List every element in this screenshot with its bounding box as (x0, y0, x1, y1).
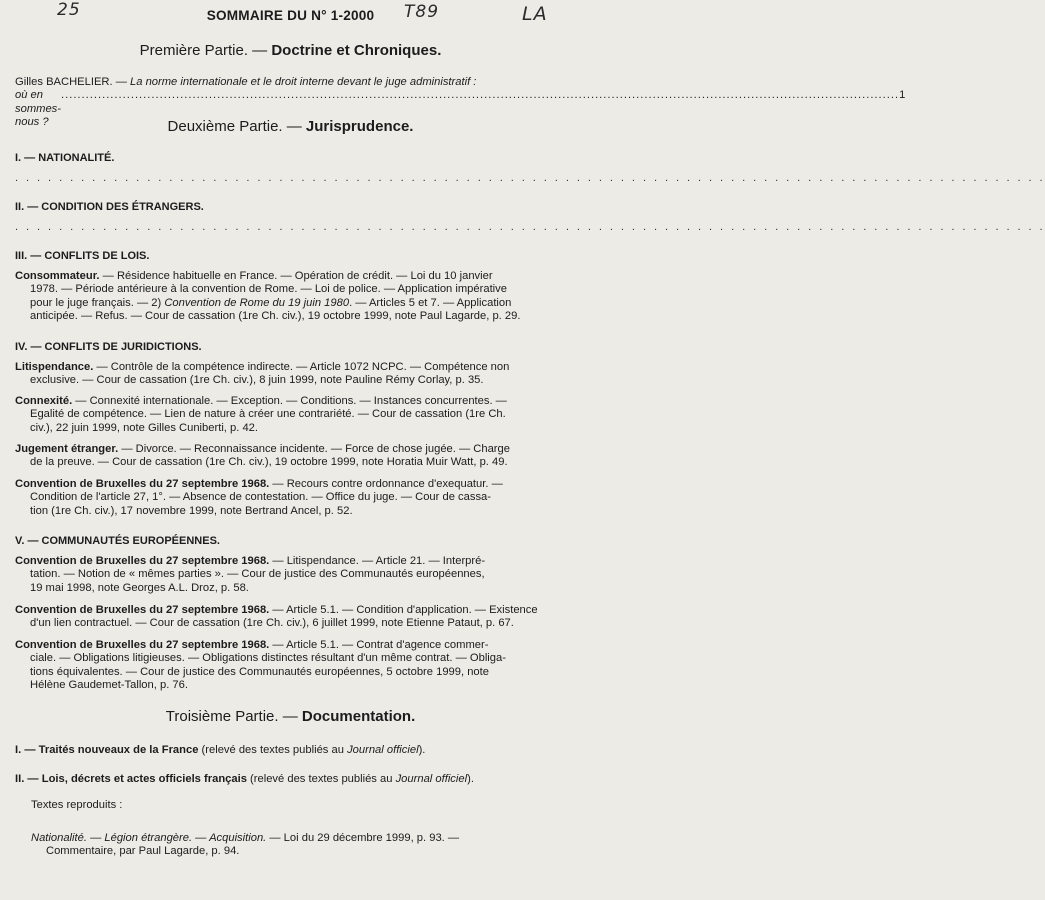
handwritten-note-right: LA (522, 3, 548, 25)
handwritten-note-mid: T89 (404, 2, 440, 22)
leader-dots: ............................................................................................................................................................................................................ (61, 89, 900, 102)
section-communautes-europeennes: V. — COMMUNAUTÉS EUROPÉENNES. (15, 535, 220, 547)
toc-entry-bachelier: Gilles BACHELIER. — La norme internationale et le droit interne devant le juge administratif : où en sommes-nous ? ............................................................................................................................................................................................................ 1 (15, 76, 906, 129)
section-conflits-juridictions: IV. — CONFLITS DE JURIDICTIONS. (15, 341, 202, 353)
section-condition-etrangers: II. — CONDITION DES ÉTRANGERS. (15, 201, 204, 213)
entry-traites-nouveaux: I. — Traités nouveaux de la France (relevé des textes publiés au Journal officiel). (15, 744, 426, 756)
entry-convention-bruxelles-lien-contractuel: Convention de Bruxelles du 27 septembre 1968. — Article 5.1. — Condition d'application. — Existence d'un lien contractuel. — Cour de cassation (1re Ch. civ.), 6 juillet 1999, note Etienne Pataut, p. 67. (15, 604, 538, 630)
entry-litispendance: Litispendance. — Contrôle de la compétence indirecte. — Article 1072 NCPC. — Compétence non exclusive. — Cour de cassation (1re Ch. civ.), 8 juin 1999, note Pauline Rémy Corlay, p. 35. (15, 361, 510, 387)
section-conflits-lois: III. — CONFLITS DE LOIS. (15, 250, 150, 262)
entry-convention-bruxelles-exequatur: Convention de Bruxelles du 27 septembre 1968. — Recours contre ordonnance d'exequatur. — Condition de l'article 27, 1°. — Absence de contestation. — Office du juge. — Cour de cassa- tion (1re Ch. civ.), 17 novembre 1999, note Bertrand Ancel, p. 52. (15, 478, 503, 517)
handwritten-note-left: 25 (57, 0, 81, 20)
part-heading-1: Première Partie. — Doctrine et Chroniques. (139, 42, 442, 59)
page-title: SOMMAIRE DU N° 1-2000 (206, 8, 375, 23)
entry-convention-bruxelles-agence: Convention de Bruxelles du 27 septembre 1968. — Article 5.1. — Contrat d'agence commer- ciale. — Obligations litigieuses. — Obligations distinctes résultant d'un même contrat. — Obliga- tions équivalentes. — Cour de justice des Communautés européennes, 5 octobre 1999, note Hélène Gaudemet-Tallon, p. 76. (15, 639, 506, 692)
entry-nationalite-legion: Nationalité. — Légion étrangère. — Acquisition. — Loi du 29 décembre 1999, p. 93. — Commentaire, par Paul Lagarde, p. 94. (31, 832, 460, 858)
part-heading-3: Troisième Partie. — Documentation. (165, 708, 416, 725)
section-nationalite: I. — NATIONALITÉ. (15, 152, 115, 164)
leader-dots: . . . . . . . . . . . . . . . . . . . . . . . . . . . . . . . . . . . . . . . . . . . . . . . . . . . . . . . . . . . . . . . . . . . . . . . . . . . . . . . . . . . . . . . . . . . . . . (15, 172, 1045, 184)
entry-connexite: Connexité. — Connexité internationale. — Exception. — Conditions. — Instances concurrentes. — Egalité de compétence. — Lien de nature à créer une contrariété. — Cour de cassation (1re Ch. civ.), 22 juin 1999, note Gilles Cuniberti, p. 42. (15, 395, 507, 434)
entry-jugement-etranger: Jugement étranger. — Divorce. — Reconnaissance incidente. — Force de chose jugée. — Charge de la preuve. — Cour de cassation (1re Ch. civ.), 19 octobre 1999, note Horatia Muir Watt, p. 49. (15, 443, 510, 469)
leader-dots: . . . . . . . . . . . . . . . . . . . . . . . . . . . . . . . . . . . . . . . . . . . . . . . . . . . . . . . . . . . . . . . . . . . . . . . . . . . . . . . . . . . . . . . . . . . . . . (15, 221, 1045, 233)
part-heading-2: Deuxième Partie. — Jurisprudence. (167, 118, 414, 135)
textes-reproduits-label: Textes reproduits : (31, 799, 123, 811)
entry-convention-bruxelles-litispendance: Convention de Bruxelles du 27 septembre 1968. — Litispendance. — Article 21. — Interpré- tation. — Notion de « mêmes parties ». — Cour de justice des Communautés européennes, 19 mai 1998, note Georges A.L. Droz, p. 58. (15, 555, 486, 594)
entry-lois-decrets: II. — Lois, décrets et actes officiels français (relevé des textes publiés au Journal officiel). (15, 773, 474, 785)
entry-consommateur: Consommateur. — Résidence habituelle en France. — Opération de crédit. — Loi du 10 janvier 1978. — Période antérieure à la convention de Rome. — Loi de police. — Application impérative pour le juge français. — 2) Convention de Rome du 19 juin 1980. — Articles 5 et 7. — Application anticipée. — Refus. — Cour de cassation (1re Ch. civ.), 19 octobre 1999, note Paul Lagarde, p. 29. (15, 270, 521, 323)
